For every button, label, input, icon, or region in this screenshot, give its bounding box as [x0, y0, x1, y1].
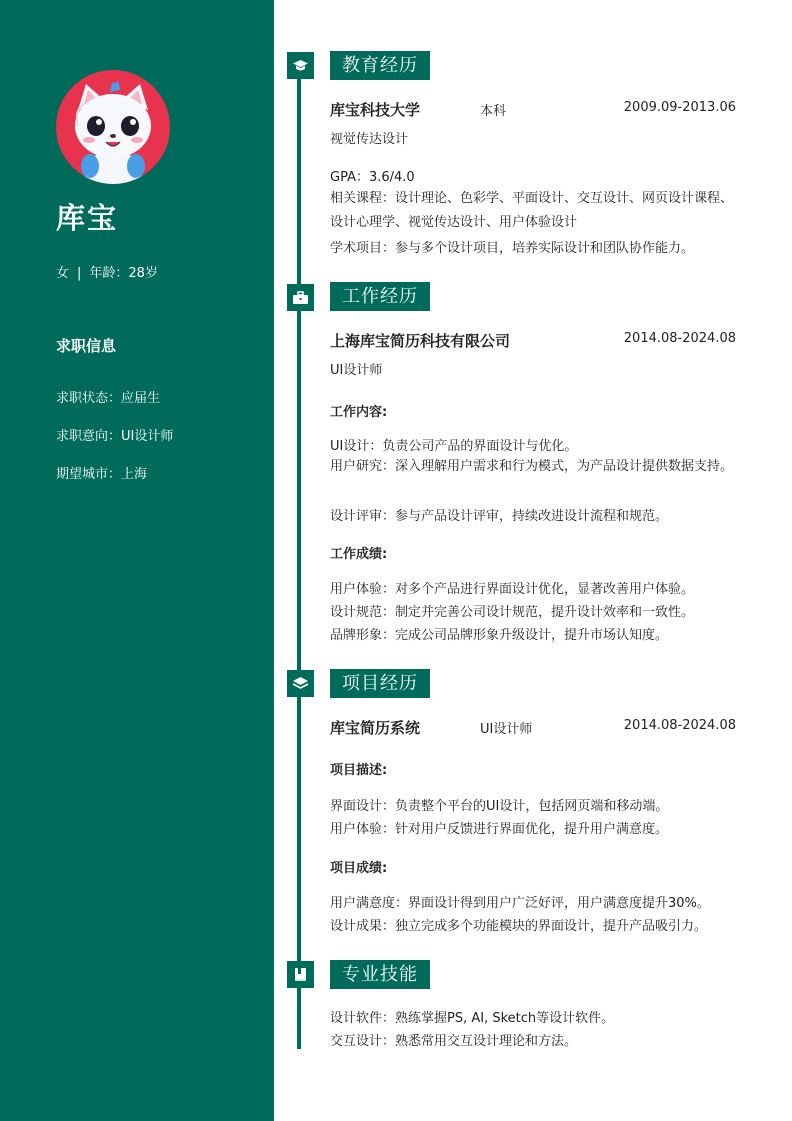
work-company: 上海库宝简历科技有限公司: [330, 332, 511, 350]
project-desc-item: 用户体验：针对用户反馈进行界面优化，提升用户满意度。: [330, 822, 669, 837]
edu-gpa: GPA：3.6/4.0: [330, 170, 415, 185]
layers-icon: [287, 670, 314, 697]
edu-projects: 学术项目：参与多个设计项目，培养实际设计和团队协作能力。: [330, 241, 695, 256]
job-city: 期望城市：上海: [56, 467, 148, 482]
work-title: 工作经历: [330, 282, 430, 311]
timeline-line: [297, 58, 301, 1049]
edu-degree: 本科: [480, 104, 507, 119]
gender: 女: [56, 266, 70, 281]
edu-major: 视觉传达设计: [330, 132, 409, 147]
basic-info: [56, 262, 158, 281]
cat-mascot-icon: [56, 70, 170, 184]
work-role: UI设计师: [330, 363, 383, 378]
project-role: UI设计师: [480, 722, 533, 737]
graduation-cap-icon: [287, 52, 314, 79]
skills-title: 专业技能: [330, 960, 430, 989]
edu-period: 2009.09-2013.06: [623, 100, 736, 115]
job-intent-heading: 求职信息: [56, 337, 117, 355]
project-result-item: 设计成果：独立完成多个功能模块的界面设计，提升产品吸引力。: [330, 919, 708, 934]
separator: |: [77, 266, 82, 281]
project-desc-heading: 项目描述:: [330, 763, 388, 778]
work-achievement-heading: 工作成绩:: [330, 547, 388, 562]
project-name: 库宝简历系统: [330, 719, 421, 737]
candidate-name: 库宝: [56, 201, 119, 235]
project-result-heading: 项目成绩:: [330, 861, 388, 876]
education-title: 教育经历: [330, 51, 430, 80]
book-icon: [287, 961, 314, 988]
work-achievement-item: 品牌形象：完成公司品牌形象升级设计，提升市场认知度。: [330, 628, 669, 643]
work-content-heading: 工作内容:: [330, 405, 388, 420]
work-content-item: 设计评审：参与产品设计评审，持续改进设计流程和规范。: [330, 509, 669, 524]
work-content-item: UI设计：负责公司产品的界面设计与优化。: [330, 439, 578, 454]
avatar: [56, 70, 170, 184]
job-status: 求职状态：应届生: [56, 391, 161, 406]
work-achievement-item: 用户体验：对多个产品进行界面设计优化，显著改善用户体验。: [330, 582, 695, 597]
project-result-item: 用户满意度：界面设计得到用户广泛好评，用户满意度提升30%。: [330, 896, 710, 911]
work-achievement-item: 设计规范：制定并完善公司设计规范，提升设计效率和一致性。: [330, 605, 695, 620]
edu-courses: 相关课程：设计理论、色彩学、平面设计、交互设计、网页设计课程、设计心理学、视觉传达设计、用户体验设计: [330, 191, 734, 230]
age: 年龄：28岁: [89, 266, 158, 281]
work-content-item: 用户研究：深入理解用户需求和行为模式，为产品设计提供数据支持。: [330, 459, 734, 474]
project-period: 2014.08-2024.08: [623, 718, 736, 733]
sidebar: [0, 0, 274, 1121]
job-position: 求职意向：UI设计师: [56, 429, 174, 444]
skill-item: 设计软件：熟练掌握PS, AI, Sketch等设计软件。: [330, 1011, 615, 1026]
project-desc-item: 界面设计：负责整个平台的UI设计，包括网页端和移动端。: [330, 799, 669, 814]
work-period: 2014.08-2024.08: [623, 331, 736, 346]
edu-school: 库宝科技大学: [330, 101, 421, 119]
briefcase-icon: [287, 284, 314, 311]
skill-item: 交互设计：熟悉常用交互设计理论和方法。: [330, 1034, 578, 1049]
project-title: 项目经历: [330, 669, 430, 698]
